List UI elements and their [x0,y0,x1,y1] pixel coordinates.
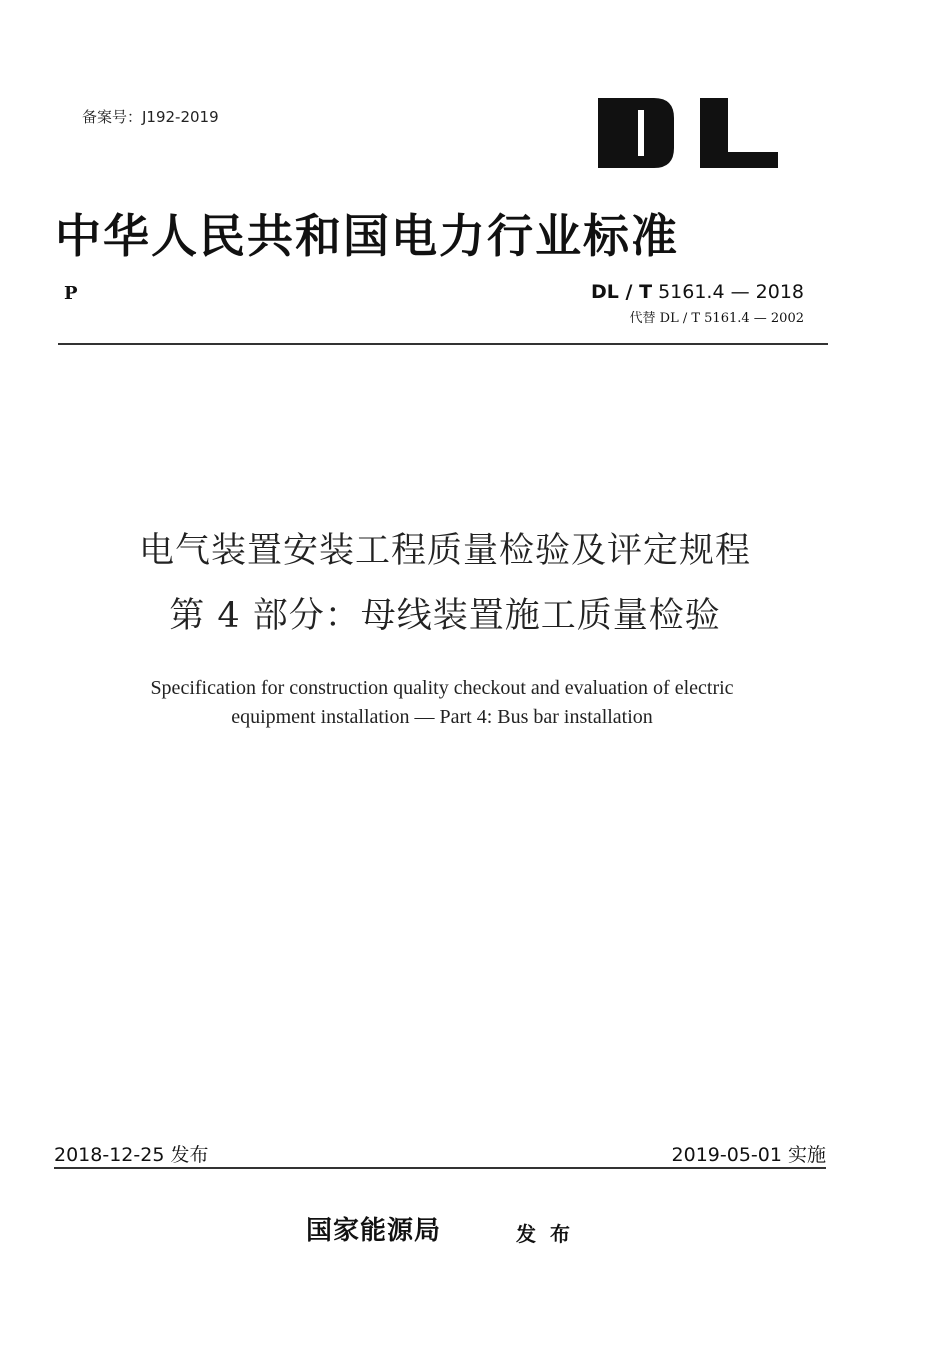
code-prefix: DL / T [591,281,653,303]
replaces-standard: 代替 DL / T 5161.4 — 2002 [629,311,804,326]
standard-code [591,281,804,303]
code-number: 5161.4 — 2018 [658,281,804,303]
en-title-line1: Specification for construction quality checkout and evaluation of electric [150,677,734,699]
cn-title-line1: 电气装置安装工程质量检验及评定规程 [138,531,751,571]
en-title-line2: equipment installation — Part 4: Bus bar installation [231,706,653,728]
issue-action: 发布 [516,1222,584,1246]
standard-title: 中华人民共和国电力行业标准 [55,209,679,263]
bottom-divider [54,1167,826,1169]
top-divider [58,343,828,345]
cn-title-line2: 第 4 部分：母线装置施工质量检验 [169,596,721,636]
issuer-name: 国家能源局 [306,1216,442,1246]
effective-date: 2019-05-01 实施 [671,1144,826,1166]
record-number: 备案号：J192-2019 [82,108,219,126]
category-code: P [64,283,78,304]
dl-logo [596,96,780,172]
publish-date: 2018-12-25 发布 [54,1144,209,1166]
